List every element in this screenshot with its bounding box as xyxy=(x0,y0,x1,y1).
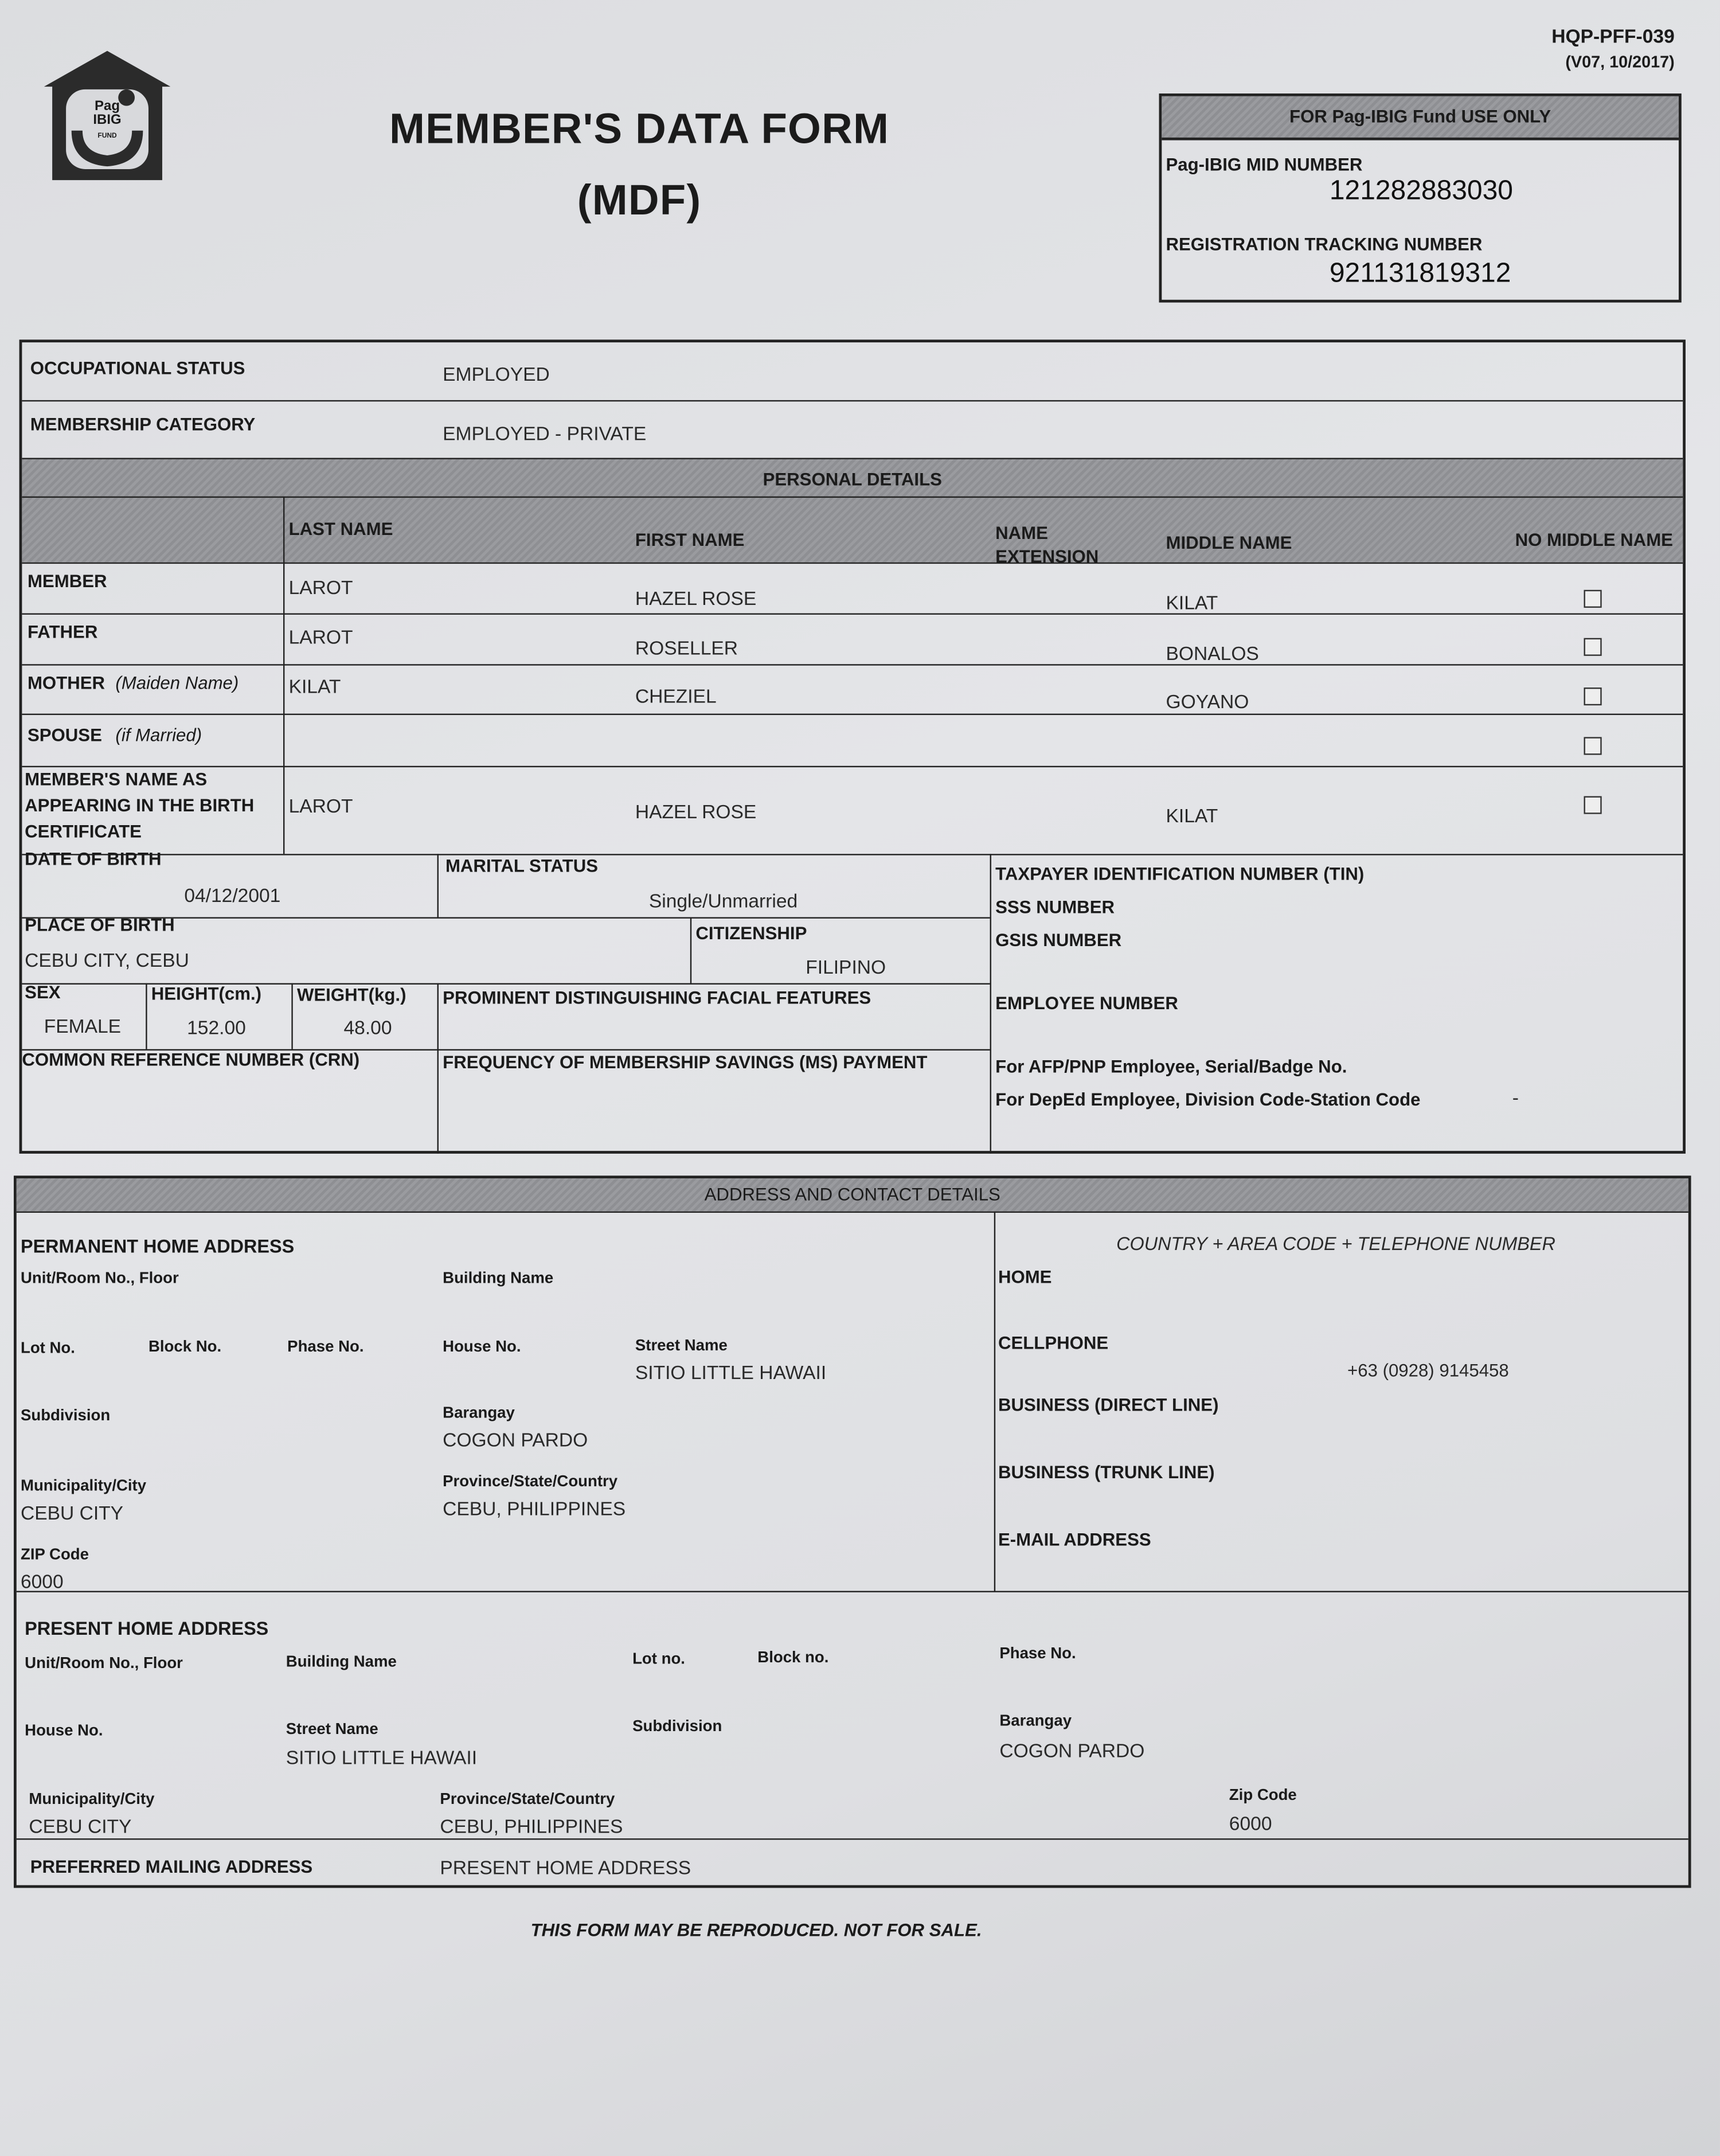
form-version: (V07, 10/2017) xyxy=(1565,52,1675,72)
col-middle-name: MIDDLE NAME xyxy=(1166,532,1292,553)
email-label: E-MAIL ADDRESS xyxy=(998,1529,1151,1550)
row-label: MOTHER xyxy=(27,672,105,693)
last-name: LAROT xyxy=(288,626,353,648)
marital-status-label: MARITAL STATUS xyxy=(445,855,599,876)
phone-format-header: COUNTRY + AREA CODE + TELEPHONE NUMBER xyxy=(1116,1233,1555,1254)
weight-value: 48.00 xyxy=(343,1016,392,1038)
middle-name: GOYANO xyxy=(1166,690,1249,713)
perm-city-value: CEBU CITY xyxy=(20,1501,124,1524)
sex-value: FEMALE xyxy=(44,1014,122,1037)
last-name: LAROT xyxy=(288,795,353,817)
perm-lot-label: Lot No. xyxy=(20,1341,75,1357)
cellphone-label: CELLPHONE xyxy=(998,1332,1109,1353)
pres-barangay-label: Barangay xyxy=(999,1713,1072,1730)
present-address-title: PRESENT HOME ADDRESS xyxy=(25,1618,269,1639)
crn-label: COMMON REFERENCE NUMBER (CRN) xyxy=(22,1049,360,1070)
dob-value: 04/12/2001 xyxy=(184,884,281,907)
no-middle-name-checkbox[interactable] xyxy=(1584,737,1601,755)
pres-zip-value: 6000 xyxy=(1229,1812,1272,1834)
business-direct-label: BUSINESS (DIRECT LINE) xyxy=(998,1394,1219,1415)
citizenship-label: CITIZENSHIP xyxy=(695,923,807,944)
pres-barangay-value: COGON PARDO xyxy=(999,1739,1145,1761)
occupational-status-value: EMPLOYED xyxy=(443,363,550,385)
perm-zip-label: ZIP Code xyxy=(20,1546,89,1564)
row-label: MEMBER xyxy=(27,571,107,592)
pres-unit-label: Unit/Room No., Floor xyxy=(25,1655,183,1672)
office-use-title: FOR Pag-IBIG Fund USE ONLY xyxy=(1289,106,1551,127)
pres-zip-label: Zip Code xyxy=(1229,1787,1297,1805)
row-label: FATHER xyxy=(27,621,98,642)
middle-name: KILAT xyxy=(1166,804,1218,827)
perm-province-value: CEBU, PHILIPPINES xyxy=(443,1497,626,1520)
no-middle-name-checkbox[interactable] xyxy=(1584,638,1601,656)
sss-label: SSS NUMBER xyxy=(995,896,1115,917)
perm-city-label: Municipality/City xyxy=(20,1478,147,1495)
pres-street-label: Street Name xyxy=(286,1721,378,1739)
cellphone-value: +63 (0928) 9145458 xyxy=(1347,1360,1509,1381)
footer-note: THIS FORM MAY BE REPRODUCED. NOT FOR SALE. xyxy=(530,1919,982,1940)
employee-number-label: EMPLOYEE NUMBER xyxy=(995,993,1178,1014)
place-of-birth-value: CEBU CITY, CEBU xyxy=(25,948,189,971)
perm-phase-label: Phase No. xyxy=(287,1339,364,1356)
home-phone-label: HOME xyxy=(998,1266,1052,1287)
no-middle-name-checkbox[interactable] xyxy=(1584,796,1601,814)
place-of-birth-label: PLACE OF BIRTH xyxy=(25,914,175,935)
first-name: CHEZIEL xyxy=(635,685,717,707)
afp-pnp-label: For AFP/PNP Employee, Serial/Badge No. xyxy=(995,1056,1347,1077)
form-code: HQP-PFF-039 xyxy=(1551,25,1675,47)
pres-block-label: Block no. xyxy=(757,1650,829,1667)
perm-zip-value: 6000 xyxy=(20,1570,64,1592)
address-section-title: ADDRESS AND CONTACT DETAILS xyxy=(704,1184,1000,1205)
no-middle-name-checkbox[interactable] xyxy=(1584,688,1601,705)
perm-street-value: SITIO LITTLE HAWAII xyxy=(635,1361,827,1384)
form-subtitle: (MDF) xyxy=(577,175,702,224)
perm-unit-label: Unit/Room No., Floor xyxy=(20,1270,179,1287)
rtn-value: 921131819312 xyxy=(1329,258,1511,289)
citizenship-value: FILIPINO xyxy=(806,955,886,978)
height-value: 152.00 xyxy=(187,1016,246,1038)
table-row-father xyxy=(22,614,1683,665)
facial-features-label: PROMINENT DISTINGUISHING FACIAL FEATURES xyxy=(443,987,871,1008)
business-trunk-label: BUSINESS (TRUNK LINE) xyxy=(998,1462,1215,1483)
dob-label: DATE OF BIRTH xyxy=(25,848,162,869)
table-row-birth-certificate-name xyxy=(22,766,1683,854)
first-name: HAZEL ROSE xyxy=(635,800,757,823)
sex-label: SEX xyxy=(25,982,61,1003)
middle-name: KILAT xyxy=(1166,591,1218,614)
perm-barangay-label: Barangay xyxy=(443,1405,515,1422)
deped-value: - xyxy=(1512,1086,1519,1108)
mid-number-value: 121282883030 xyxy=(1329,175,1513,206)
rtn-label: REGISTRATION TRACKING NUMBER xyxy=(1166,233,1483,255)
col-first-name: FIRST NAME xyxy=(635,529,745,550)
row-note: (if Married) xyxy=(115,724,202,745)
tin-label: TAXPAYER IDENTIFICATION NUMBER (TIN) xyxy=(995,863,1365,884)
perm-street-label: Street Name xyxy=(635,1338,728,1355)
office-use-box xyxy=(1159,93,1682,302)
gsis-label: GSIS NUMBER xyxy=(995,929,1122,951)
pres-province-value: CEBU, PHILIPPINES xyxy=(440,1815,623,1837)
first-name: HAZEL ROSE xyxy=(635,587,757,610)
occupational-status-label: OCCUPATIONAL STATUS xyxy=(30,357,245,378)
first-name: ROSELLER xyxy=(635,636,738,659)
perm-building-label: Building Name xyxy=(443,1270,554,1287)
form-title: MEMBER'S DATA FORM xyxy=(389,104,890,153)
perm-house-label: House No. xyxy=(443,1339,521,1356)
ms-frequency-label: FREQUENCY OF MEMBERSHIP SAVINGS (MS) PAYMENT xyxy=(443,1052,928,1073)
membership-category-value: EMPLOYED - PRIVATE xyxy=(443,422,647,444)
perm-province-label: Province/State/Country xyxy=(443,1474,618,1491)
address-contact-table xyxy=(14,1175,1691,1888)
pres-building-label: Building Name xyxy=(286,1654,397,1671)
perm-block-label: Block No. xyxy=(148,1339,222,1356)
pres-street-value: SITIO LITTLE HAWAII xyxy=(286,1746,478,1768)
perm-subdivision-label: Subdivision xyxy=(20,1408,111,1425)
col-last-name: LAST NAME xyxy=(288,518,393,540)
membership-category-label: MEMBERSHIP CATEGORY xyxy=(30,413,256,435)
table-row-member xyxy=(22,563,1683,614)
permanent-address-title: PERMANENT HOME ADDRESS xyxy=(20,1236,295,1257)
last-name: LAROT xyxy=(288,576,353,599)
table-row-mother xyxy=(22,664,1683,713)
perm-barangay-value: COGON PARDO xyxy=(443,1428,588,1451)
row-note: (Maiden Name) xyxy=(115,672,239,693)
height-label: HEIGHT(cm.) xyxy=(151,983,262,1004)
pres-lot-label: Lot no. xyxy=(632,1651,685,1668)
personal-details-title: PERSONAL DETAILS xyxy=(763,468,942,490)
col-name-extension: NAME EXTENSION xyxy=(995,522,1099,567)
col-no-middle-name: NO MIDDLE NAME xyxy=(1515,529,1673,550)
pres-phase-label: Phase No. xyxy=(999,1646,1076,1663)
pres-subdivision-label: Subdivision xyxy=(632,1718,722,1736)
personal-details-table xyxy=(19,339,1686,1154)
weight-label: WEIGHT(kg.) xyxy=(296,984,406,1005)
pres-city-value: CEBU CITY xyxy=(29,1815,132,1837)
table-row-spouse xyxy=(22,714,1683,766)
middle-name: BONALOS xyxy=(1166,642,1259,665)
mid-number-label: Pag-IBIG MID NUMBER xyxy=(1166,154,1363,175)
mailing-address-value: PRESENT HOME ADDRESS xyxy=(440,1856,691,1878)
pres-city-label: Municipality/City xyxy=(29,1791,155,1809)
row-label: MEMBER'S NAME AS APPEARING IN THE BIRTH CERTIFICATE xyxy=(25,768,255,842)
mailing-address-label: PREFERRED MAILING ADDRESS xyxy=(30,1856,313,1877)
pres-house-label: House No. xyxy=(25,1723,103,1740)
pag-ibig-logo xyxy=(41,48,173,186)
last-name: KILAT xyxy=(288,675,341,697)
marital-status-value: Single/Unmarried xyxy=(648,889,798,912)
pres-province-label: Province/State/Country xyxy=(440,1791,615,1809)
row-label: SPOUSE xyxy=(27,724,102,745)
no-middle-name-checkbox[interactable] xyxy=(1584,590,1601,608)
deped-label: For DepEd Employee, Division Code-Station Code xyxy=(995,1089,1421,1110)
logo-text: Pag IBIG FUND xyxy=(93,99,122,140)
